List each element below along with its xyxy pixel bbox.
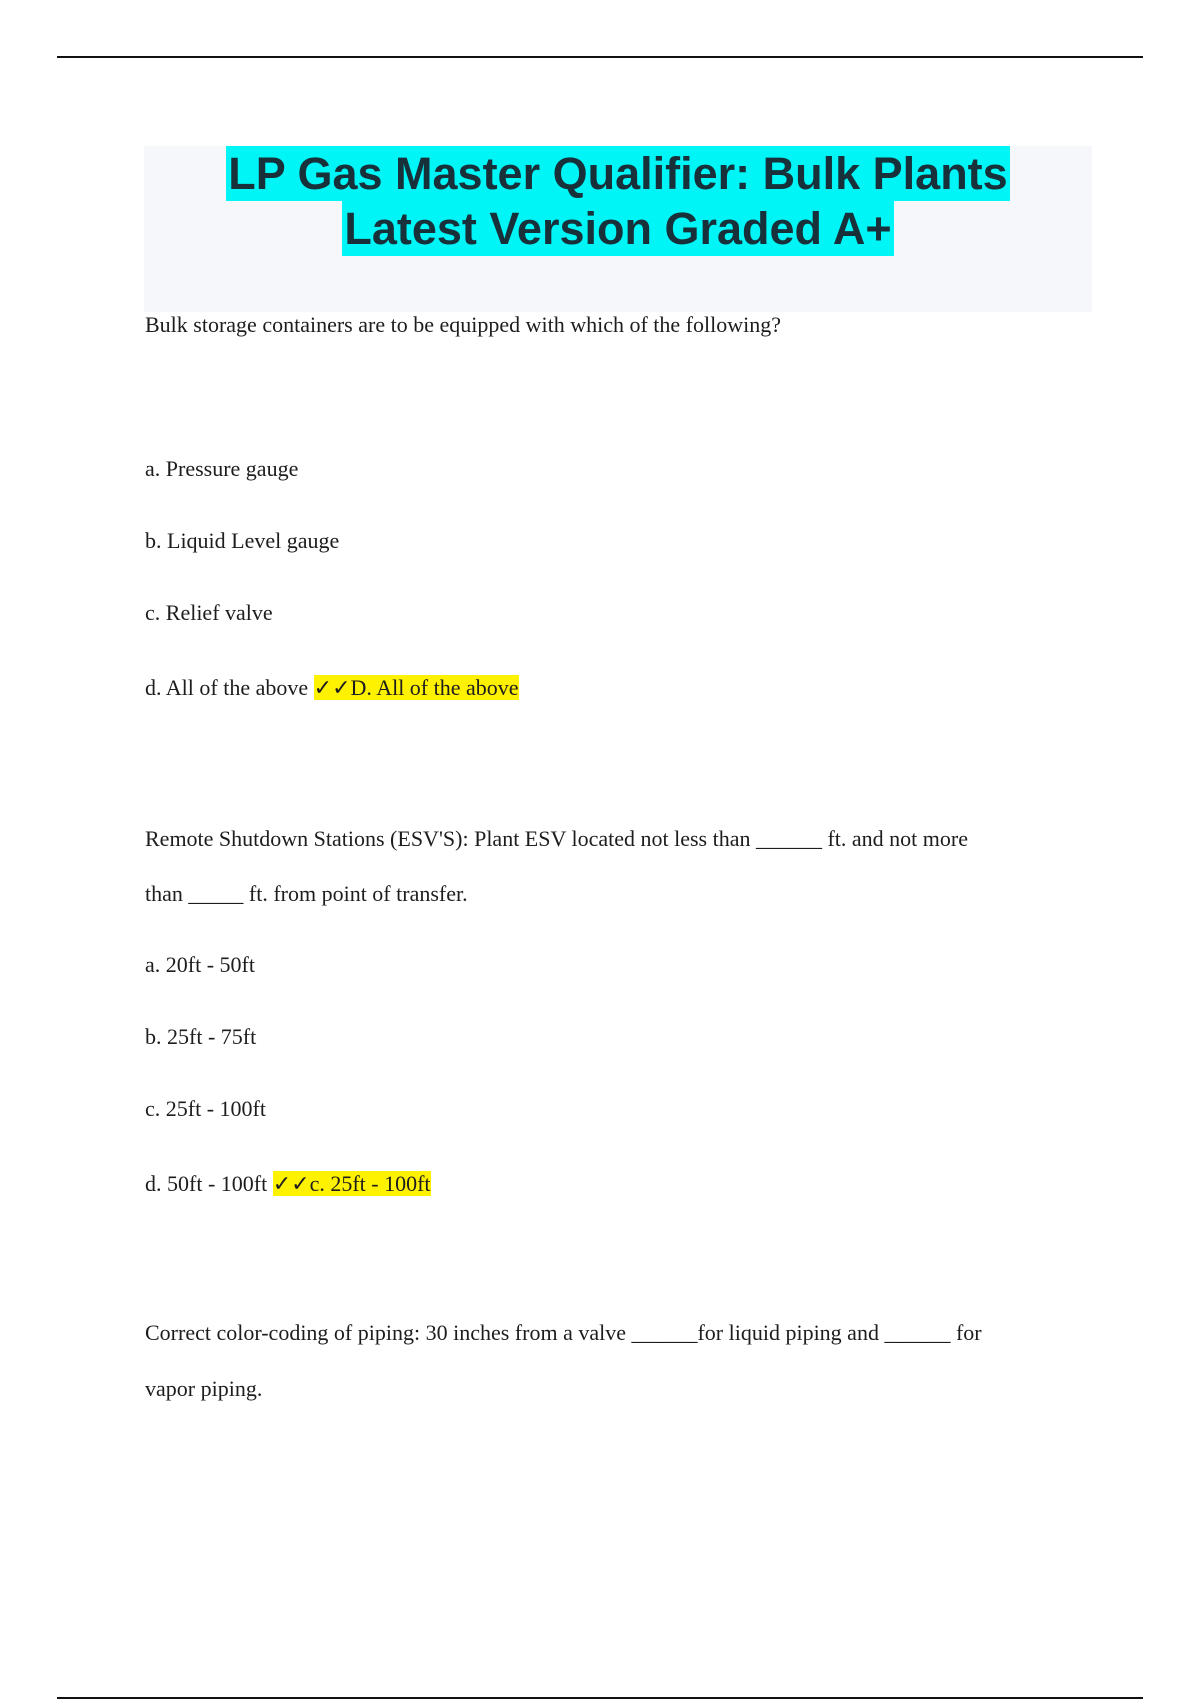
question-2-option-b: b. 25ft - 75ft [145,1024,257,1049]
question-2-answer: c. 25ft - 100ft [309,1171,431,1196]
question-1-option-c: c. Relief valve [145,600,273,625]
document-title [144,146,1092,256]
question-3-prompt-line-1: Correct color-coding of piping: 30 inches from a valve ______for liquid piping and ______ for [145,1320,982,1345]
question-2-option-d: d. 50ft - 100ft [145,1171,268,1196]
bottom-divider [57,1697,1143,1699]
question-1-option-d: d. All of the above [145,675,309,700]
title-line-1: LP Gas Master Qualifier: Bulk Plants [228,148,1008,199]
question-1-option-b: b. Liquid Level gauge [145,528,340,553]
title-line-2: Latest Version Graded A+ [344,203,892,254]
question-1-answer: D. All of the above [350,675,519,700]
question-2-prompt-line-1: Remote Shutdown Stations (ESV'S): Plant ESV located not less than ______ ft. and not more [145,826,969,851]
question-2-prompt-line-2: than _____ ft. from point of transfer. [145,881,468,906]
top-divider [57,56,1143,58]
question-2-option-d-row [145,1170,431,1199]
question-1-prompt: Bulk storage containers are to be equipped with which of the following? [145,312,781,337]
check-icon: ✓✓ [313,676,351,701]
question-1-option-a: a. Pressure gauge [145,456,299,481]
question-2-option-a: a. 20ft - 50ft [145,952,255,977]
question-1-option-d-row [145,674,519,703]
question-2-answer-highlight [273,1171,431,1196]
check-icon: ✓✓ [272,1172,310,1197]
question-3-prompt-line-2: vapor piping. [145,1376,263,1401]
question-2-option-c: c. 25ft - 100ft [145,1096,266,1121]
question-1-answer-highlight [314,675,519,700]
